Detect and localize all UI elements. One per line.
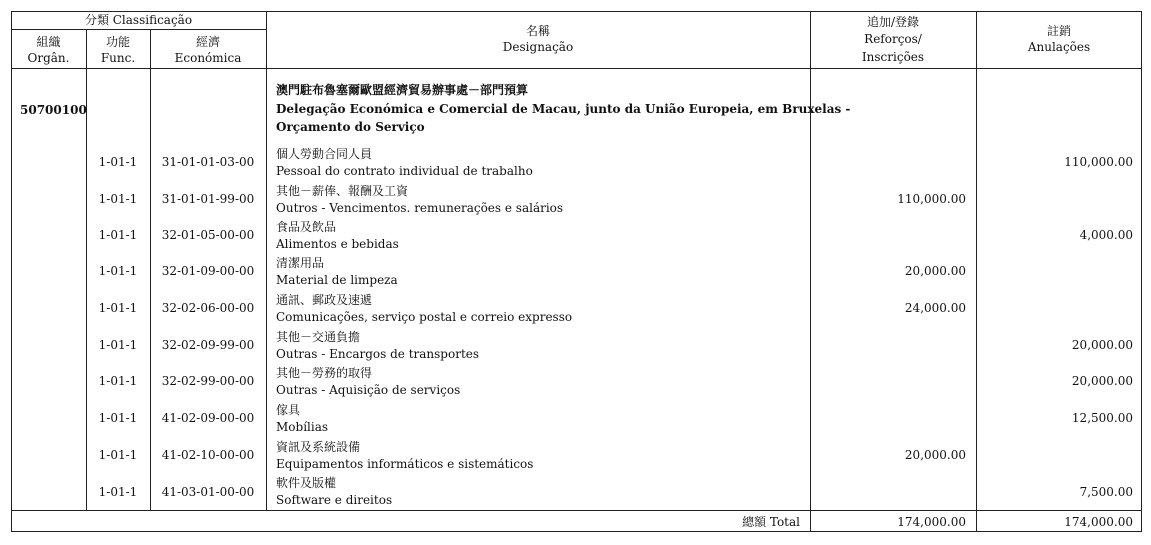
row-econ: 32-01-09-00-00 (161, 264, 255, 278)
row-desig-zh: 食品及飲品 (276, 220, 337, 234)
header-subline (11, 29, 266, 30)
row-desig-zh: 傢具 (276, 403, 301, 417)
row-desig-pt: Outras - Encargos de transportes (276, 347, 480, 361)
row-reforcos: 20,000.00 (904, 448, 966, 462)
header-anul-pt: Anulações (1027, 40, 1091, 54)
header-reforcos-zh: 追加/登錄 (866, 15, 920, 29)
row-anulacoes: 110,000.00 (1064, 155, 1133, 169)
row-func: 1-01-1 (98, 301, 138, 315)
entity-code: 50700100 (20, 103, 87, 117)
row-func: 1-01-1 (98, 448, 138, 462)
header-bottom-line (11, 68, 1142, 69)
header-econ-zh: 經濟 (195, 35, 220, 49)
row-func: 1-01-1 (98, 485, 138, 499)
row-desig-pt: Outros - Vencimentos. remunerações e salários (276, 201, 564, 215)
header-desig-pt: Designação (502, 40, 574, 54)
header-func-pt: Func. (100, 51, 136, 65)
header-reforcos-pt2: Inscrições (861, 50, 925, 64)
row-econ: 32-02-99-00-00 (161, 374, 255, 388)
row-desig-pt: Equipamentos informáticos e sistemáticos (276, 457, 534, 471)
header-func-zh: 功能 (105, 35, 130, 49)
col-line-econ (266, 11, 267, 511)
col-line-reforcos (976, 11, 977, 532)
row-reforcos: 20,000.00 (904, 264, 966, 278)
row-anulacoes: 7,500.00 (1079, 485, 1133, 499)
row-desig-zh: 資訊及系統設備 (276, 440, 361, 454)
row-desig-zh: 其他－勞務的取得 (276, 366, 373, 380)
row-econ: 41-03-01-00-00 (161, 485, 255, 499)
row-anulacoes: 20,000.00 (1071, 338, 1133, 352)
row-econ: 31-01-01-03-00 (161, 155, 255, 169)
row-func: 1-01-1 (98, 374, 138, 388)
header-econ-pt: Económica (174, 51, 242, 65)
total-anulacoes: 174,000.00 (1064, 515, 1133, 529)
header-org-pt: Orgân. (27, 51, 70, 65)
row-func: 1-01-1 (98, 192, 138, 206)
row-func: 1-01-1 (98, 411, 138, 425)
row-desig-zh: 其他－薪俸、報酬及工資 (276, 184, 409, 198)
row-desig-zh: 軟件及版權 (276, 476, 337, 490)
row-desig-zh: 個人勞動合同人員 (276, 147, 373, 161)
row-anulacoes: 4,000.00 (1079, 228, 1133, 242)
table-frame (11, 11, 1142, 511)
row-desig-pt: Outras - Aquisição de serviços (276, 383, 461, 397)
row-desig-pt: Software e direitos (276, 493, 393, 507)
total-label: 總額 Total (742, 515, 800, 529)
row-func: 1-01-1 (98, 155, 138, 169)
header-anul-zh: 註銷 (1046, 24, 1071, 38)
row-func: 1-01-1 (98, 228, 138, 242)
row-desig-pt: Comunicações, serviço postal e correio expresso (276, 310, 573, 324)
total-reforcos: 174,000.00 (897, 515, 966, 529)
row-desig-pt: Material de limpeza (276, 273, 398, 287)
entity-name-pt2: Orçamento do Serviço (276, 120, 425, 134)
row-desig-zh: 通訊、郵政及速遞 (276, 293, 373, 307)
header-desig-zh: 名稱 (525, 24, 550, 38)
row-desig-pt: Mobílias (276, 420, 329, 434)
row-reforcos: 24,000.00 (904, 301, 966, 315)
row-econ: 32-02-09-99-00 (161, 338, 255, 352)
row-desig-zh: 其他－交通負擔 (276, 330, 361, 344)
entity-name-zh: 澳門駐布魯塞爾歐盟經濟貿易辦事處－部門預算 (276, 83, 529, 97)
row-anulacoes: 20,000.00 (1071, 374, 1133, 388)
row-anulacoes: 12,500.00 (1071, 411, 1133, 425)
row-desig-pt: Pessoal do contrato individual de trabalho (276, 164, 533, 178)
header-classificacao: 分類 Classificação (84, 13, 193, 27)
header-org-zh: 組織 (36, 35, 61, 49)
row-reforcos: 110,000.00 (897, 192, 966, 206)
row-econ: 41-02-10-00-00 (161, 448, 255, 462)
entity-name-pt1: Delegação Económica e Comercial de Macau, junto da União Europeia, em Bruxelas - (276, 102, 851, 116)
row-econ: 31-01-01-99-00 (161, 192, 255, 206)
row-func: 1-01-1 (98, 264, 138, 278)
row-econ: 32-02-06-00-00 (161, 301, 255, 315)
row-econ: 32-01-05-00-00 (161, 228, 255, 242)
row-desig-pt: Alimentos e bebidas (276, 237, 399, 251)
total-frame (11, 510, 1142, 532)
header-reforcos-pt1: Reforços/ (864, 32, 922, 46)
row-desig-zh: 清潔用品 (276, 256, 325, 270)
row-func: 1-01-1 (98, 338, 138, 352)
row-econ: 41-02-09-00-00 (161, 411, 255, 425)
